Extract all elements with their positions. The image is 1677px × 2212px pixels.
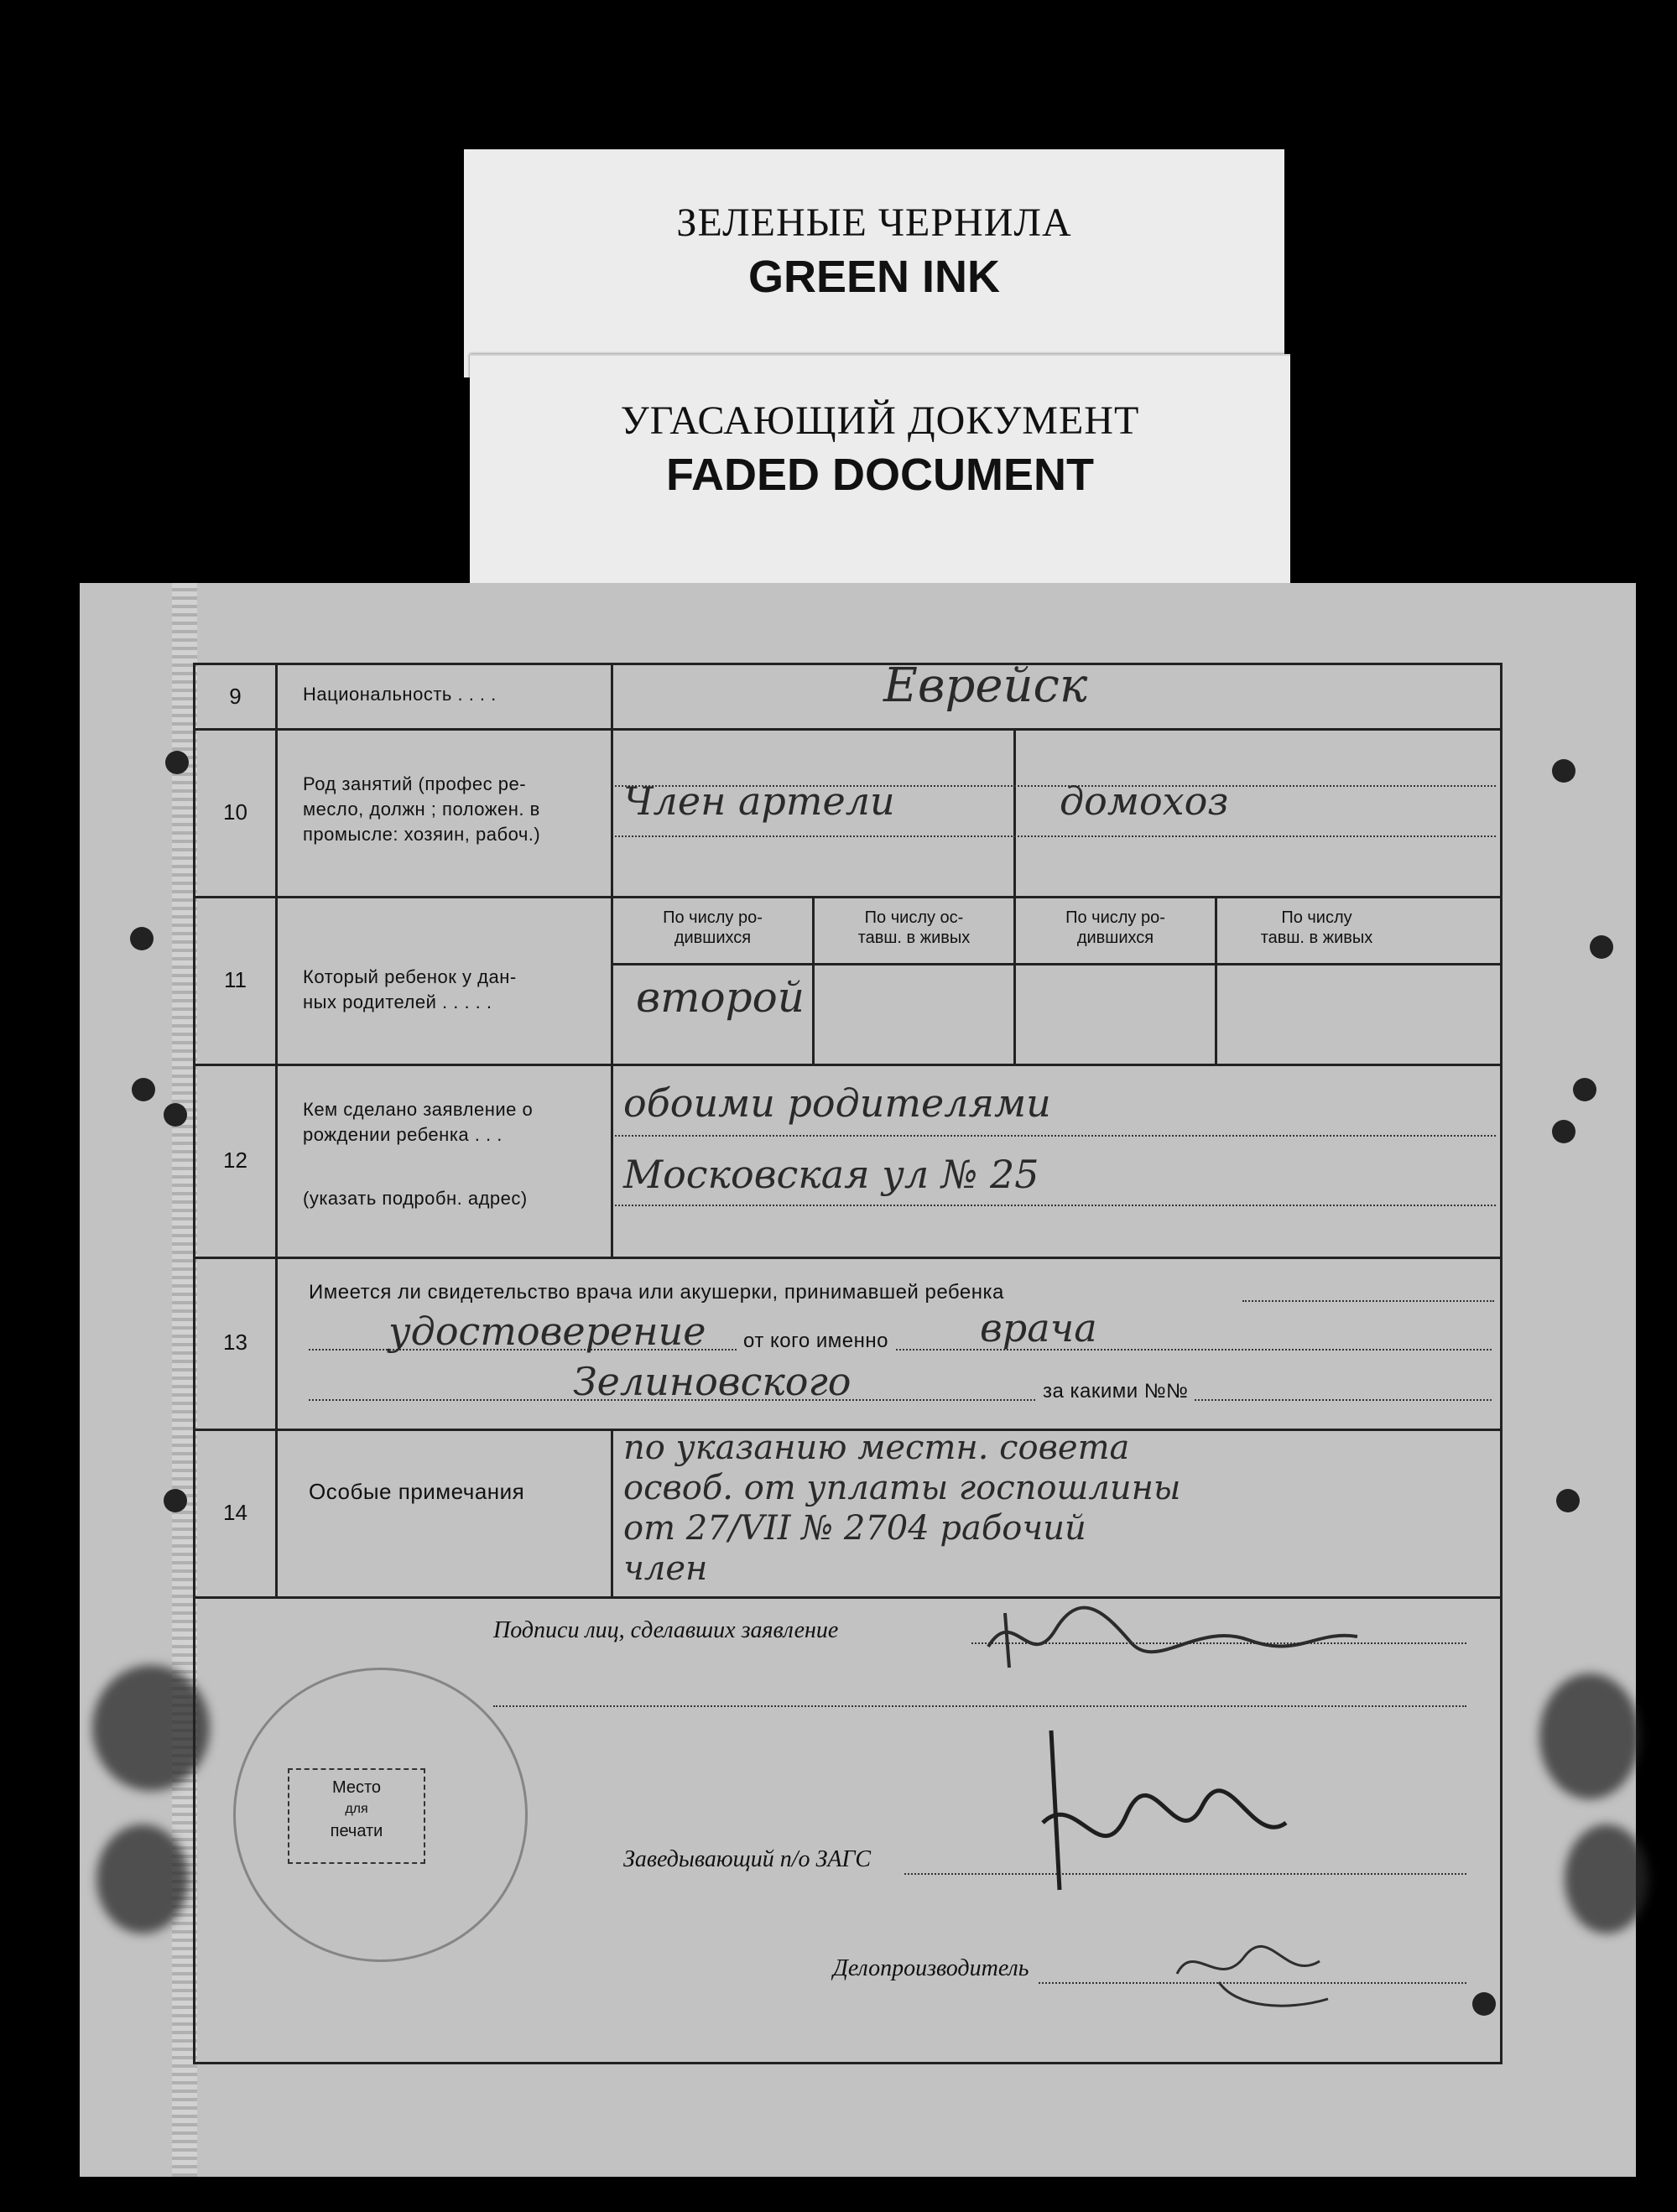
child-order-label-2: ных родителей . . . . . (303, 991, 492, 1012)
subheader-line: тавш. в живых (857, 929, 971, 947)
applicant-label-2: рождении ребенка . . . (303, 1124, 503, 1145)
row-nationality (195, 658, 1500, 731)
punch-hole (164, 1103, 187, 1127)
certificate-question: Имеется ли свидетельство врача или акушерки, принимавшей ребенка (309, 1281, 1004, 1304)
dotted-line (493, 1705, 1466, 1707)
applicant-address-value: Московская ул № 25 (623, 1152, 1039, 1197)
child-order-label-1: Который ребенок у дан- (303, 966, 517, 987)
remarks-line-4: член (623, 1549, 708, 1588)
faded-document-label-card (470, 354, 1290, 584)
punch-hole (1552, 759, 1575, 783)
child-order-value: второй (636, 973, 805, 1022)
nationality-label: Национальность . . . . (303, 684, 497, 705)
row-number: 13 (195, 1257, 278, 1429)
stain (96, 1824, 189, 1934)
punch-hole (132, 1078, 155, 1101)
birth-record-form (193, 658, 1503, 2064)
under-numbers-label: за какими №№ (1036, 1379, 1195, 1404)
subheader-line: По числу ро- (663, 908, 763, 927)
certificate-issuer-name: Зелиновского (573, 1359, 852, 1404)
column-divider (611, 728, 613, 896)
dotted-line (615, 1135, 1496, 1137)
remarks-line-2: освоб. от уплаты госпошлины (623, 1469, 1181, 1507)
row-number: 9 (195, 665, 278, 728)
subheader-line: По числу ос- (864, 908, 964, 927)
subheader-line: тавш. в живых (1260, 929, 1373, 947)
subheader-line: дившихся (1076, 929, 1154, 947)
applicants-signature-label: Подписи лиц, сделавших заявление (493, 1617, 839, 1643)
remarks-line-3: от 27/VII № 2704 рабочий (623, 1509, 1086, 1548)
punch-hole (165, 751, 189, 774)
row-remarks (195, 1429, 1500, 1599)
row-number: 12 (195, 1064, 278, 1257)
subheader-born-father (613, 908, 812, 948)
certificate-issuer-value: врача (980, 1305, 1097, 1351)
punch-hole (1552, 1120, 1575, 1143)
subheader-born-mother (1016, 908, 1215, 948)
occupation-label-2: месло, должн ; положен. в (303, 799, 540, 820)
stain (92, 1665, 210, 1791)
zags-head-label: Заведывающий п/о ЗАГС (623, 1846, 872, 1872)
head-signature (1026, 1722, 1294, 1907)
stamp-place-box (288, 1768, 425, 1864)
stamp-place-line: Место (331, 1778, 382, 1797)
row-certificate (195, 1257, 1500, 1431)
green-ink-russian: ЗЕЛЕНЫЕ ЧЕРНИЛА (676, 200, 1072, 245)
column-divider (1013, 728, 1016, 896)
column-divider (611, 1064, 613, 1257)
applicant-value: обоими родителями (623, 1080, 1051, 1126)
faded-document-russian: УГАСАЮЩИЙ ДОКУМЕНТ (620, 398, 1140, 443)
clerk-label: Делопроизводитель (833, 1955, 1029, 1981)
row-number: 11 (195, 896, 278, 1064)
dotted-line (309, 1399, 1492, 1401)
punch-hole (1556, 1489, 1580, 1512)
stamp-place-line: для (345, 1802, 368, 1816)
dotted-line (615, 1205, 1496, 1206)
punch-hole (1573, 1078, 1596, 1101)
applicant-signature (980, 1596, 1366, 1680)
birth-record-sheet (80, 583, 1636, 2177)
subheader-living-mother (1217, 908, 1416, 948)
applicant-label-1: Кем сделано заявление о (303, 1099, 534, 1120)
punch-hole (1590, 935, 1613, 959)
remarks-label: Особые примечания (309, 1479, 525, 1504)
subheader-line: По числу ро- (1065, 908, 1165, 927)
stamp-place-line: печати (330, 1822, 383, 1840)
row-child-order (195, 896, 1500, 1066)
faded-document-english: FADED DOCUMENT (666, 450, 1094, 500)
subheader-living-father (815, 908, 1013, 948)
occupation-label-1: Род занятий (профес ре- (303, 773, 527, 794)
row-number: 10 (195, 728, 278, 896)
subheader-line: По числу (1281, 908, 1352, 927)
punch-hole (130, 927, 154, 950)
signatures-section (195, 1596, 1500, 2062)
remarks-line-1: по указанию местн. совета (623, 1429, 1130, 1467)
stain (1539, 1673, 1640, 1799)
column-divider (611, 665, 613, 728)
subheader-line: дившихся (674, 929, 752, 947)
clerk-signature (1169, 1923, 1336, 2016)
father-occupation-value: Член артели (623, 778, 895, 824)
from-whom-label: от кого именно (737, 1329, 895, 1354)
nationality-value: Еврейск (883, 658, 1088, 713)
row-occupation (195, 728, 1500, 898)
dotted-line (1242, 1300, 1494, 1302)
row-number: 14 (195, 1429, 278, 1596)
column-divider (611, 1429, 613, 1596)
occupation-label-3: промысле: хозяин, рабоч.) (303, 824, 541, 845)
dotted-line (615, 835, 1496, 837)
green-ink-label-card (464, 149, 1284, 377)
certificate-value: удостоверение (388, 1309, 706, 1354)
mother-occupation-value: домохоз (1060, 778, 1229, 824)
green-ink-english: GREEN INK (747, 252, 1001, 302)
punch-hole (164, 1489, 187, 1512)
stain (1565, 1824, 1648, 1934)
row-applicant (195, 1064, 1500, 1259)
applicant-label-3: (указать подробн. адрес) (303, 1188, 528, 1209)
